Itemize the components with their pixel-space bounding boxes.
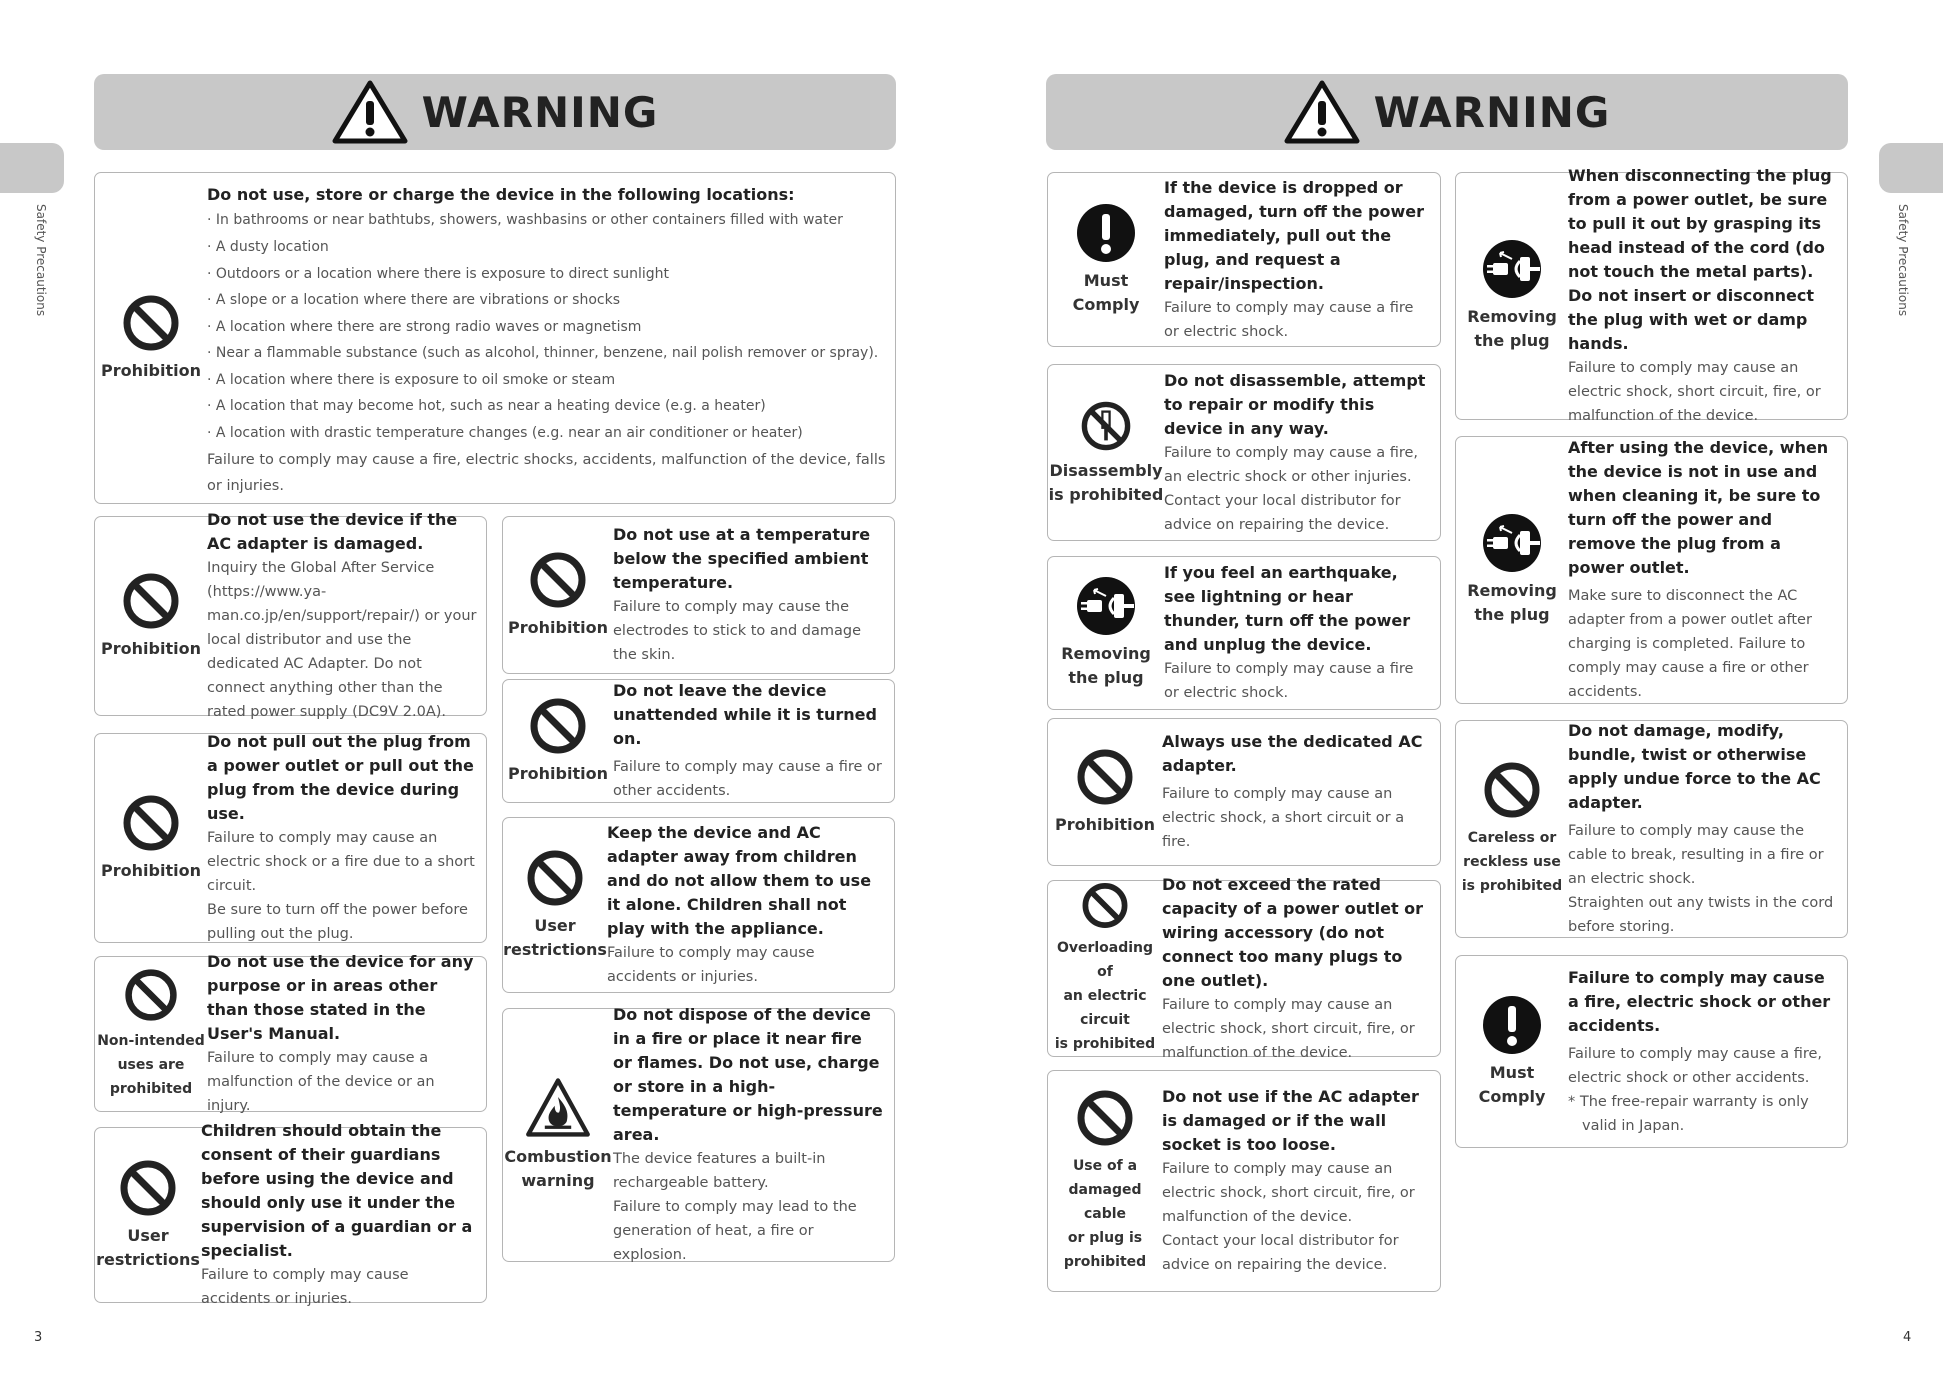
warning-pull-plug — [94, 733, 487, 943]
disassembly-prohibited-icon — [1079, 399, 1133, 453]
warning-side — [1048, 881, 1162, 1056]
warning-text: Failure to comply may cause the electrodes to stick to and damage the skin. — [613, 599, 862, 663]
warning-title: Always use the dedicated AC adapter. — [1162, 732, 1423, 775]
warning-heading: WARNING — [1373, 87, 1611, 137]
warning-fire — [502, 1005, 895, 1263]
warning-text: Failure to comply may cause accidents or injuries. — [201, 1267, 409, 1307]
warning-label: Use of a damaged cable or plug is prohibited — [1063, 1158, 1147, 1270]
warning-title: Do not use the device for any purpose or in areas other than those stated in the User's Manual. — [207, 952, 474, 1043]
location-item: · A location where there is exposure to oil smoke or steam — [207, 371, 616, 388]
warning-earthquake — [1047, 556, 1441, 710]
warning-side — [95, 173, 207, 503]
location-item: · A slope or a location where there are vibrations or shocks — [207, 292, 621, 309]
warning-text: Failure to comply may cause an electric shock or a fire due to a short circuit. — [207, 830, 475, 894]
warning-text: Failure to comply may cause a fire or electric shock. — [1164, 661, 1414, 701]
warning-text: Inquiry the Global After Service (https://www.ya-man.co.jp/en/support/repair/) or your local distributor and use the dedicated AC Adapter. Do not connect anything other than the rated power supply (DC9V 2.0A). — [207, 560, 477, 720]
prohibition-icon — [525, 848, 585, 908]
warning-title: Do not use at a temperature below the specified ambient temperature. — [613, 525, 871, 592]
warning-text: Failure to comply may cause a fire, an electric shock or other injuries. — [1164, 444, 1419, 485]
warning-side — [1048, 1071, 1162, 1291]
section-label-left: Safety Precautions — [34, 204, 48, 317]
warning-side — [95, 517, 207, 715]
warning-text: Be sure to turn off the power before pulling out the plug. — [207, 902, 468, 942]
section-tab-right — [1879, 143, 1943, 193]
warning-text: Failure to comply may cause an electric shock, short circuit, fire, or malfunction of the device. — [1162, 996, 1415, 1061]
warning-title: Children should obtain the consent of their guardians before using the device and should only use it under the supervision of a guardian or a specialist. — [201, 1121, 473, 1260]
warning-label: Careless or reckless use is prohibited — [1461, 830, 1563, 894]
warning-text: Failure to comply may cause an electric shock, short circuit, fire, or malfunction of the device. — [1162, 1161, 1415, 1225]
location-item: · A location where there are strong radio waves or magnetism — [207, 318, 642, 335]
location-item: · A location that may become hot, such as near a heating device (e.g. a heater) — [207, 398, 766, 415]
warning-heading: WARNING — [421, 87, 659, 137]
warning-dropped — [1047, 172, 1441, 347]
warning-do-not-damage — [1455, 720, 1848, 938]
warning-title: Do not damage, modify, bundle, twist or otherwise apply undue force to the AC adapter. — [1568, 721, 1821, 812]
warning-children-consent — [94, 1121, 487, 1307]
warning-text: Failure to comply may cause the cable to break, resulting in a fire or an electric shock. — [1568, 823, 1824, 887]
warning-rated-capacity — [1047, 874, 1441, 1061]
warning-label: Must Comply — [1478, 1062, 1546, 1106]
warning-side — [95, 734, 207, 942]
warning-title: After using the device, when the device is not in use and when cleaning it, be sure to turn off the power and remove the plug from a power outlet. — [1568, 438, 1829, 577]
warning-text: Make sure to disconnect the AC adapter from a power outlet after charging is completed. Failure to comply may cause a fire or other accidents. — [1568, 588, 1812, 700]
page-number-left: 3 — [34, 1330, 43, 1345]
warning-label: Overloading of an electric circuit is prohibited — [1054, 940, 1156, 1052]
warning-title: Failure to comply may cause a fire, electric shock or other accidents. — [1568, 967, 1831, 1035]
warning-disassemble — [1047, 364, 1441, 541]
warning-title: Do not use, store or charge the device in the following locations: — [207, 185, 795, 205]
warning-side — [503, 818, 607, 992]
prohibition-icon — [118, 1158, 178, 1218]
warning-unattended — [502, 679, 895, 803]
warning-title: Do not disassemble, attempt to repair or modify this device in any way. — [1164, 370, 1426, 438]
must-comply-icon — [1482, 995, 1542, 1055]
page-number-right: 4 — [1903, 1330, 1912, 1345]
fire-warning-icon — [525, 1077, 591, 1139]
warning-label: Prohibition — [508, 618, 608, 637]
prohibition-icon — [1075, 747, 1135, 807]
warning-title: Do not dispose of the device in a fire or place it near fire or flames. Do not use, charge or store in a high-temperature or high-pressure area. — [613, 1005, 883, 1144]
prohibition-icon — [1075, 881, 1135, 930]
warning-text: Contact your local distributor for advice on repairing the device. — [1162, 1233, 1399, 1273]
warning-label: User restrictions — [503, 916, 607, 959]
warning-side — [1456, 437, 1568, 703]
warning-title: When disconnecting the plug from a power outlet, be sure to pull it out by grasping its head instead of the cord (do not touch the metal parts). Do not insert or disconnect the plug with wet or damp hands. — [1568, 166, 1832, 353]
warning-side — [1456, 173, 1568, 419]
warning-label: User restrictions — [96, 1226, 200, 1269]
warning-text: Failure to comply may cause an electric shock, a short circuit or a fire. — [1162, 786, 1405, 850]
unplug-icon — [1482, 239, 1542, 299]
location-item: · Outdoors or a location where there is exposure to direct sunlight — [207, 265, 669, 282]
warning-label: Prohibition — [101, 639, 201, 658]
warning-disconnecting — [1455, 166, 1848, 424]
warning-side — [1048, 365, 1164, 540]
warning-after-use — [1455, 436, 1848, 704]
warning-side — [503, 680, 613, 802]
prohibition-icon — [121, 793, 181, 853]
prohibition-icon — [528, 550, 588, 610]
location-item: · A location with drastic temperature changes (e.g. near an air conditioner or heater) — [207, 425, 803, 442]
warning-label: Non-intended uses are prohibited — [97, 1033, 205, 1097]
unplug-icon — [1076, 576, 1136, 636]
location-item: · A dusty location — [207, 238, 329, 255]
warning-label: Combustion warning — [504, 1147, 612, 1190]
warning-title: If you feel an earthquake, see lightning or hear thunder, turn off the power and unplug the device. — [1164, 563, 1411, 654]
warning-text: The device features a built-in rechargeable battery. — [613, 1151, 826, 1191]
prohibition-icon — [1482, 760, 1542, 820]
warning-non-intended — [94, 952, 487, 1114]
warning-label: Prohibition — [1055, 815, 1155, 834]
warning-text: Failure to comply may cause an electric shock, short circuit, fire, or malfunction of the device. — [1568, 360, 1821, 424]
warning-side — [1048, 173, 1164, 346]
must-comply-icon — [1076, 203, 1136, 263]
warning-label: Prohibition — [101, 361, 201, 380]
warning-keep-away — [502, 817, 895, 993]
warranty-note: * The free-repair warranty is only valid in Japan. — [1568, 1093, 1809, 1134]
warning-title: Do not leave the device unattended while it is turned on. — [613, 681, 877, 748]
warning-label: Prohibition — [508, 764, 608, 783]
warning-temperature — [502, 516, 895, 674]
warning-adapter-damaged — [94, 510, 487, 720]
prohibition-icon — [528, 696, 588, 756]
warning-title: Do not exceed the rated capacity of a power outlet or wiring accessory (do not connect too many plugs to one outlet). — [1162, 874, 1424, 990]
warning-title: Do not pull out the plug from a power outlet or pull out the plug from the device during use. — [207, 732, 474, 823]
prohibition-icon — [123, 967, 179, 1023]
warning-text: Failure to comply may cause a fire or other accidents. — [613, 759, 882, 799]
section-tab-left — [0, 143, 64, 193]
warning-failure-comply — [1455, 955, 1848, 1148]
warning-label: Must Comply — [1072, 270, 1140, 314]
warning-label: Removing the plug — [1061, 644, 1151, 687]
section-label-right: Safety Precautions — [1896, 204, 1910, 317]
warning-text: Failure to comply may cause a fire, electric shock or other accidents. — [1568, 1045, 1823, 1086]
location-item: · Near a flammable substance (such as alcohol, thinner, benzene, nail polish remover or spray). — [207, 345, 879, 362]
warning-locations — [94, 172, 896, 504]
warning-label: Prohibition — [101, 861, 201, 880]
warning-label: Removing the plug — [1467, 307, 1557, 350]
warning-banner-right — [1046, 74, 1848, 150]
warning-label: Removing the plug — [1467, 581, 1557, 624]
warning-side — [1456, 956, 1568, 1147]
warning-title: Keep the device and AC adapter away from children and do not allow them to use it alone. Children shall not play with the appliance. — [607, 823, 872, 938]
unplug-icon — [1482, 513, 1542, 573]
warning-side — [95, 1128, 201, 1302]
warning-title: Do not use the device if the AC adapter is damaged. — [207, 510, 458, 553]
warning-side — [1456, 721, 1568, 937]
warning-text: Failure to comply may cause a fire, electric shocks, accidents, malfunction of the device, falls or injuries. — [207, 451, 886, 494]
warning-triangle-icon — [332, 79, 408, 145]
prohibition-icon — [121, 293, 181, 353]
warning-side — [1048, 557, 1164, 709]
warning-side — [503, 517, 613, 673]
warning-banner-left — [94, 74, 896, 150]
warning-text: Straighten out any twists in the cord before storing. — [1568, 895, 1834, 935]
warning-text: Failure to comply may cause accidents or injuries. — [607, 945, 815, 985]
warning-dedicated-adapter — [1047, 718, 1441, 866]
warning-text: Failure to comply may cause a fire or electric shock. — [1164, 299, 1414, 340]
location-item: · In bathrooms or near bathtubs, showers, washbasins or other containers filled with water — [207, 212, 843, 229]
warning-text: Failure to comply may lead to the generation of heat, a fire or explosion. — [613, 1199, 857, 1263]
warning-text: Failure to comply may cause a malfunction of the device or an injury. — [207, 1050, 435, 1114]
warning-side — [503, 1009, 613, 1261]
prohibition-icon — [1075, 1088, 1135, 1148]
warning-text: Contact your local distributor for advice on repairing the device. — [1164, 492, 1401, 533]
warning-side — [95, 957, 207, 1111]
warning-label: Disassembly is prohibited — [1048, 460, 1164, 504]
prohibition-icon — [121, 571, 181, 631]
warning-side — [1048, 719, 1162, 865]
warning-triangle-icon — [1284, 79, 1360, 145]
warning-loose-socket — [1047, 1070, 1441, 1292]
warning-title: Do not use if the AC adapter is damaged or if the wall socket is too loose. — [1162, 1087, 1419, 1154]
warning-title: If the device is dropped or damaged, turn off the power immediately, pull out the plug, and request a repair/inspection. — [1164, 177, 1424, 293]
